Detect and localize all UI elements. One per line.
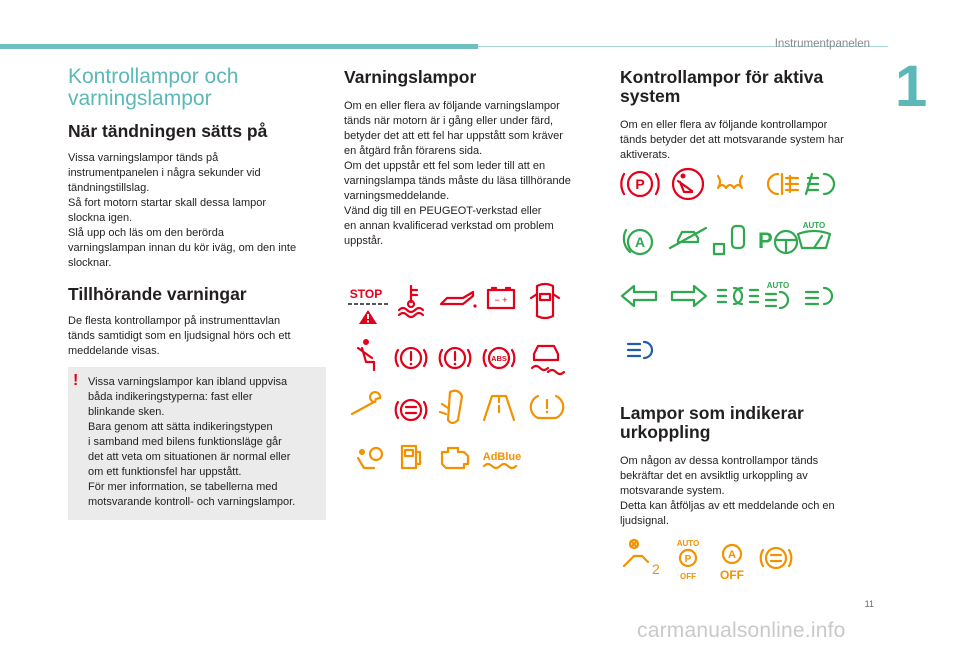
parking-brake-icon <box>396 348 427 368</box>
parking-sensor-off-icon <box>677 539 700 581</box>
heading-deactivation-line1: Lampor som indikerar <box>620 403 804 423</box>
column-deactivation <box>620 404 860 543</box>
main-beam-icon <box>628 342 652 358</box>
deactivation-grid <box>620 536 800 582</box>
fuel-low-icon <box>402 446 420 468</box>
stop-start-off-letter: A <box>728 549 736 561</box>
chapter-number: 1 <box>895 54 928 119</box>
paragraph-warning-lamps: Om en eller flera av följande varningslampor tänds när motorn är i gång eller under färd, betyder det att ett fel har uppstått som kräver en åtgärd från förarens sida. Om det uppstår ett fel som leder till att en varningslampa tänds måste du läsa tillhörande varningsmeddelande. Vänd dig till en PEUGEOT-verkstad eller en annan kvalificerad verkstad om problem uppstår. <box>344 100 571 247</box>
parking-sensor-icon <box>621 172 658 196</box>
airbag-door-icon <box>440 391 462 423</box>
abs-label: ABS <box>491 354 507 363</box>
page-title-line2: varningslampor <box>68 87 212 110</box>
brake-warning-icon <box>440 348 471 368</box>
stop-start-auto-icon <box>624 230 652 254</box>
oil-pressure-icon <box>441 292 477 308</box>
brake-pad-off-icon <box>761 548 792 568</box>
seatbelt-unfastened-icon <box>673 169 703 199</box>
battery-polarity-label: − + <box>494 295 508 305</box>
sidelights-icon <box>718 288 758 304</box>
mirror-blind-spot-icon <box>714 226 744 254</box>
right-indicator-icon <box>672 286 706 306</box>
heading-active-systems <box>620 68 860 106</box>
auto-wipers-icon <box>798 221 830 248</box>
hill-descent-icon <box>670 228 706 248</box>
parking-sensor-off-label: OFF <box>680 572 696 581</box>
stop-start-off-label: OFF <box>720 568 744 582</box>
page-title <box>68 66 326 110</box>
glow-plugs-icon <box>718 176 742 188</box>
door-open-icon <box>531 284 559 318</box>
heading-ignition: När tändningen sätts på <box>68 121 268 141</box>
stop-warning-icon <box>348 287 388 324</box>
note-box <box>68 367 326 520</box>
auto-headlamps-label: AUTO <box>766 281 790 290</box>
tire-pressure-icon <box>531 396 563 418</box>
page-number: 11 <box>864 599 874 609</box>
left-indicator-icon <box>622 286 656 306</box>
park-assist-letter: P <box>758 228 773 253</box>
auto-wipers-label: AUTO <box>802 221 826 230</box>
stability-control-icon <box>532 346 564 374</box>
battery-icon <box>488 288 514 308</box>
heading-warning-lamps: Varningslampor <box>344 67 477 87</box>
header-accent-bar <box>0 44 478 49</box>
watermark: carmanualsonline.info <box>637 619 846 642</box>
abs-icon <box>484 348 515 368</box>
paragraph-active-systems: Om en eller flera av följande kontrollampor tänds betyder det att motsvarande system har aktiverats. <box>620 119 844 161</box>
adblue-icon <box>483 451 522 468</box>
active-systems-grid <box>618 160 848 366</box>
heading-deactivation-line2: urkoppling <box>620 422 711 442</box>
column-intro <box>68 66 326 520</box>
engine-fault-icon <box>442 448 468 468</box>
note-text: Vissa varningslampor kan ibland uppvisa båda indikeringstyperna: fast eller blinkande sken. Bara genom att sätta indikeringstypen i samband med bilens funktionsläge går det att veta om situationen är normal eller om ett funktionsfel har uppstått. För mer information, se tabellerna med motsvarande kontroll- och varningslampor. <box>88 376 296 508</box>
stop-start-off-icon <box>720 545 744 582</box>
stop-warning-label: STOP <box>349 287 383 301</box>
paragraph-associated-warnings: De flesta kontrollampor på instrumenttavlan tänds samtidigt som en ljudsignal hörs och ett meddelande visas. <box>68 315 291 357</box>
parking-sensor-off-letter: P <box>684 554 692 565</box>
auto-headlamps-icon <box>766 281 789 308</box>
heading-associated-warnings: Tillhörande varningar <box>68 284 247 304</box>
passenger-airbag-off-number: 2 <box>652 561 660 577</box>
adblue-label: AdBlue <box>482 451 522 463</box>
park-assist-icon <box>758 228 773 253</box>
warning-lamps-grid <box>344 280 574 480</box>
heading-active-systems-line1: Kontrollampor för aktiva <box>620 67 824 87</box>
front-fog-lamp-icon <box>806 174 834 194</box>
passenger-airbag-off-icon <box>624 540 660 577</box>
warning-exclamation-icon: ! <box>73 372 79 389</box>
section-label: Instrumentpanelen <box>774 38 870 50</box>
seatbelt-icon <box>358 339 374 370</box>
heading-active-systems-line2: system <box>620 86 681 106</box>
rear-fog-lamp-icon <box>768 174 798 194</box>
dipped-beam-icon <box>806 288 832 304</box>
brake-pad-wear-icon <box>396 400 427 420</box>
stop-start-letter: A <box>634 234 646 250</box>
paragraph-ignition: Vissa varningslampor tänds på instrumentpanelen i några sekunder vid tändningstillslag. Så fort motorn startar skall dessa lampor slockna igen. Slå upp och läs om den berörda varningslampan innan du kör iväg, om den inte slocknar. <box>68 152 297 269</box>
parking-sensor-off-auto-label: AUTO <box>676 539 700 548</box>
heading-deactivation <box>620 404 860 442</box>
lane-departure-icon <box>484 396 514 420</box>
paragraph-deactivation: Om någon av dessa kontrollampor tänds bekräftar det en avsiktlig urkoppling av motsvarande system. Detta kan åtföljas av ett meddelande och en ljudsignal. <box>620 455 835 527</box>
parking-sensor-letter: P <box>635 176 645 192</box>
passenger-airbag-icon <box>358 448 382 468</box>
service-wrench-icon <box>352 392 380 414</box>
page-title-line1: Kontrollampor och <box>68 65 239 88</box>
column-warning-lamps <box>344 66 598 263</box>
cruise-control-icon <box>775 231 797 253</box>
coolant-temperature-icon <box>399 286 423 317</box>
